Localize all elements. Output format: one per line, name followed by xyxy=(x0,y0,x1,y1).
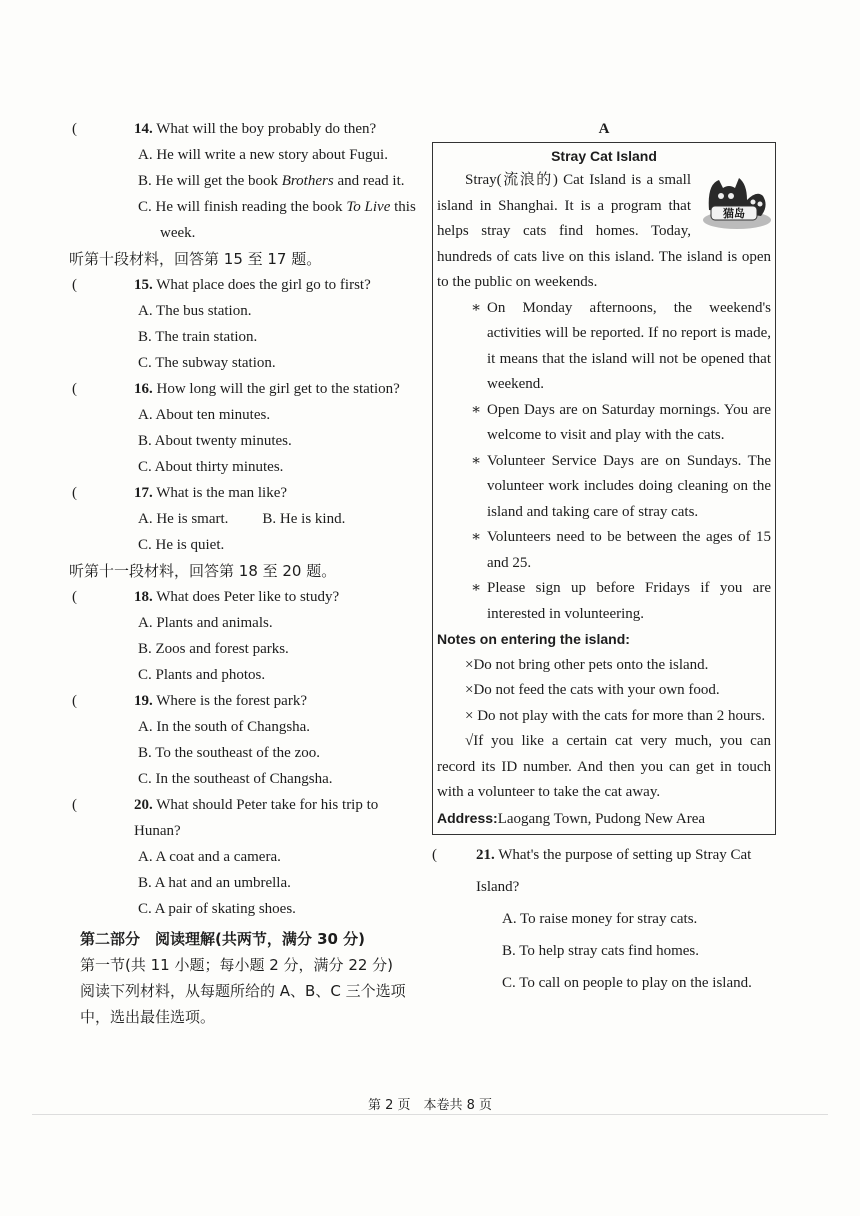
passage-box xyxy=(432,142,776,835)
option-c: C. Plants and photos. xyxy=(138,667,266,683)
bullet-item: ∗ Volunteers need to be between the ages of 15 and 25. xyxy=(471,529,771,571)
option-c: C. He will finish reading the book To Live this week. xyxy=(138,199,416,241)
question-stem: How long will the girl get to the station? xyxy=(156,381,400,397)
option-c: C. He is quiet. xyxy=(138,537,225,553)
answer-bracket[interactable]: ( xyxy=(72,693,77,709)
option-a: A. He will write a new story about Fugui. xyxy=(138,147,388,163)
option-b: B. To the southeast of the zoo. xyxy=(138,745,320,761)
option-c: C. About thirty minutes. xyxy=(138,459,284,475)
option-b: B. To help stray cats find homes. xyxy=(502,943,699,959)
question-18 xyxy=(72,584,424,610)
question-number: 15. xyxy=(134,277,153,293)
question-19 xyxy=(72,688,424,714)
option-a: A. About ten minutes. xyxy=(138,407,271,423)
answer-bracket[interactable]: ( xyxy=(72,381,77,397)
bottom-divider xyxy=(32,1114,828,1115)
option-b: B. A hat and an umbrella. xyxy=(138,875,291,891)
option-a: A. To raise money for stray cats. xyxy=(502,911,698,927)
question-stem: What will the boy probably do then? xyxy=(156,121,377,137)
option-b: B. He will get the book Brothers and read it. xyxy=(138,173,405,189)
question-number: 17. xyxy=(134,485,153,501)
question-15 xyxy=(72,272,424,298)
question-17 xyxy=(72,480,424,506)
note-item: × Do not play with the cats for more than 2 hours. xyxy=(465,707,766,724)
question-number: 18. xyxy=(134,589,153,605)
option-a: A. The bus station. xyxy=(138,303,252,319)
section-heading-10: 听第十段材料，回答第 15 至 17 题。 xyxy=(69,250,322,268)
notes-heading: Notes on entering the island: xyxy=(437,631,630,647)
reading-instruction: 阅读下列材料，从每题所给的 A、B、C 三个选项中，选出最佳选项。 xyxy=(80,982,406,1026)
answer-bracket[interactable]: ( xyxy=(72,121,77,137)
option-b: B. He is kind. xyxy=(262,511,346,527)
option-c: C. The subway station. xyxy=(138,355,276,371)
bullet-item: ∗ Please sign up before Fridays if you are interested in volunteering. xyxy=(471,580,771,622)
question-14 xyxy=(72,116,424,142)
question-stem: Where is the forest park? xyxy=(156,693,307,709)
question-number: 16. xyxy=(134,381,153,397)
question-21 xyxy=(432,839,776,903)
option-c: C. To call on people to play on the island. xyxy=(502,975,752,991)
section-one-heading: 第一节(共 11 小题；每小题 2 分，满分 22 分) xyxy=(80,956,394,974)
option-a: A. Plants and animals. xyxy=(138,615,273,631)
answer-bracket[interactable]: ( xyxy=(72,797,77,813)
passage-title: Stray Cat Island xyxy=(551,148,657,164)
cat-island-logo-icon xyxy=(697,170,773,232)
option-b: B. About twenty minutes. xyxy=(138,433,292,449)
option-a: A. A coat and a camera. xyxy=(138,849,281,865)
answer-bracket[interactable]: ( xyxy=(432,847,437,863)
address-line: Address:Laogang Town, Pudong New Area xyxy=(437,809,706,827)
passage-label: A xyxy=(598,121,610,137)
option-c: C. A pair of skating shoes. xyxy=(138,901,296,917)
answer-bracket[interactable]: ( xyxy=(72,589,77,605)
option-c: C. In the southeast of Changsha. xyxy=(138,771,333,787)
option-a: A. He is smart. xyxy=(138,511,229,527)
question-20 xyxy=(72,792,424,844)
right-column xyxy=(432,116,776,999)
note-item: ×Do not bring other pets onto the island. xyxy=(465,656,709,673)
bullet-item: ∗ Open Days are on Saturday mornings. You are welcome to visit and play with the cats. xyxy=(471,401,771,443)
option-a: A. In the south of Changsha. xyxy=(138,719,311,735)
question-stem: What should Peter take for his trip to Hunan? xyxy=(134,797,379,839)
note-item: √If you like a certain cat very much, you can record its ID number. And then you can get in touch with a volunteer to take the cat away. xyxy=(437,733,771,800)
question-number: 14. xyxy=(134,121,153,137)
question-stem: What's the purpose of setting up Stray Cat Island? xyxy=(476,847,752,895)
part-two-heading: 第二部分 阅读理解(共两节，满分 30 分) xyxy=(80,930,366,948)
options-ab xyxy=(72,506,424,532)
left-column xyxy=(69,116,424,1030)
section-heading-11: 听第十一段材料，回答第 18 至 20 题。 xyxy=(69,562,337,580)
note-item: ×Do not feed the cats with your own food. xyxy=(465,682,720,698)
answer-bracket[interactable]: ( xyxy=(72,485,77,501)
answer-bracket[interactable]: ( xyxy=(72,277,77,293)
bullet-item: ∗ Volunteer Service Days are on Sundays. The volunteer work includes doing cleaning on the island and taking care of stray cats. xyxy=(471,452,771,520)
page-footer: 第 2 页 本卷共 8 页 xyxy=(367,1098,493,1113)
question-stem: What place does the girl go to first? xyxy=(156,277,371,293)
question-16 xyxy=(72,376,424,402)
question-stem: What does Peter like to study? xyxy=(156,589,340,605)
option-b: B. The train station. xyxy=(138,329,258,345)
option-b: B. Zoos and forest parks. xyxy=(138,641,289,657)
question-number: 21. xyxy=(476,847,495,863)
svg-text:猫岛: 猫岛 xyxy=(723,207,745,220)
bullet-item: ∗ On Monday afternoons, the weekend's activities will be reported. If no report is made, it means that the island will not be opened that weekend. xyxy=(471,299,771,392)
question-number: 20. xyxy=(134,797,153,813)
passage-intro: Stray(流浪的) Cat Island is a small island in Shanghai. It is a program that helps stray cats find homes. Today, hundreds of cats live on this island. The island is open to the public on weekends. xyxy=(437,172,771,290)
question-stem: What is the man like? xyxy=(156,485,288,501)
question-number: 19. xyxy=(134,693,153,709)
